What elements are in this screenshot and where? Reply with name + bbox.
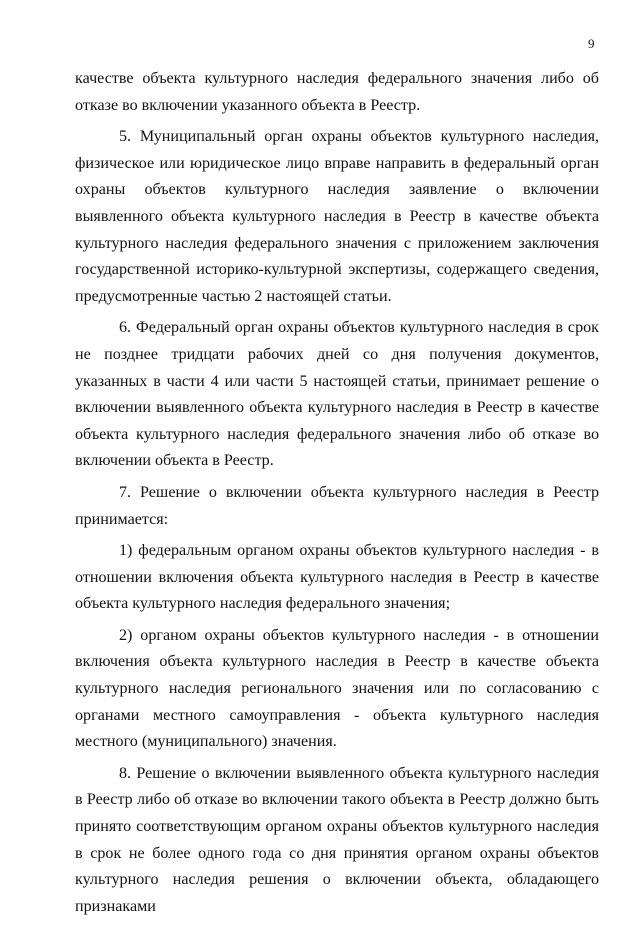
- page-number: 9: [588, 36, 595, 51]
- paragraph-subitem-2: 2) органом охраны объектов культурного наследия - в отношении включения объекта культурного наследия в Реестр в качестве объекта культурного наследия регионального значения или по согласованию с органами местного самоуправления - объекта культурного наследия местного (муниципального) значения.: [75, 626, 599, 751]
- paragraph-subitem-1: 1) федеральным органом охраны объектов культурного наследия - в отношении включения объекта культурного наследия в Реестр в качестве объекта культурного наследия федерального значения;: [75, 542, 599, 613]
- paragraph-continuation: качестве объекта культурного наследия федерального значения либо об отказе во включении указанного объекта в Реестр.: [75, 70, 599, 114]
- document-body: [75, 66, 599, 925]
- paragraph-item-8: 8. Решение о включении выявленного объекта культурного наследия в Реестр либо об отказе во включении такого объекта в Реестр должно быть принято соответствующим органом охраны объектов культурного наследия в срок не более одного года со дня принятия органом охраны объектов культурного наследия решения о включении объекта, обладающего признаками: [75, 764, 599, 915]
- paragraph-item-5: 5. Муниципальный орган охраны объектов культурного наследия, физическое или юридическое лицо вправе направить в федеральный орган охраны объектов культурного наследия заявление о включении выявленного объекта культурного наследия в Реестр в качестве объекта культурного наследия федерального значения с приложением заключения государственной историко-культурной экспертизы, содержащего сведения, предусмотренные частью 2 настоящей статьи.: [75, 128, 599, 305]
- paragraph-item-7: 7. Решение о включении объекта культурного наследия в Реестр принимается:: [75, 483, 599, 528]
- paragraph-item-6: 6. Федеральный орган охраны объектов культурного наследия в срок не позднее тридцати рабочих дней со дня получения документов, указанных в части 4 или части 5 настоящей статьи, принимает решение о включении выявленного объекта культурного наследия в Реестр в качестве объекта культурного наследия федерального значения либо об отказе во включении объекта в Реестр.: [75, 319, 599, 470]
